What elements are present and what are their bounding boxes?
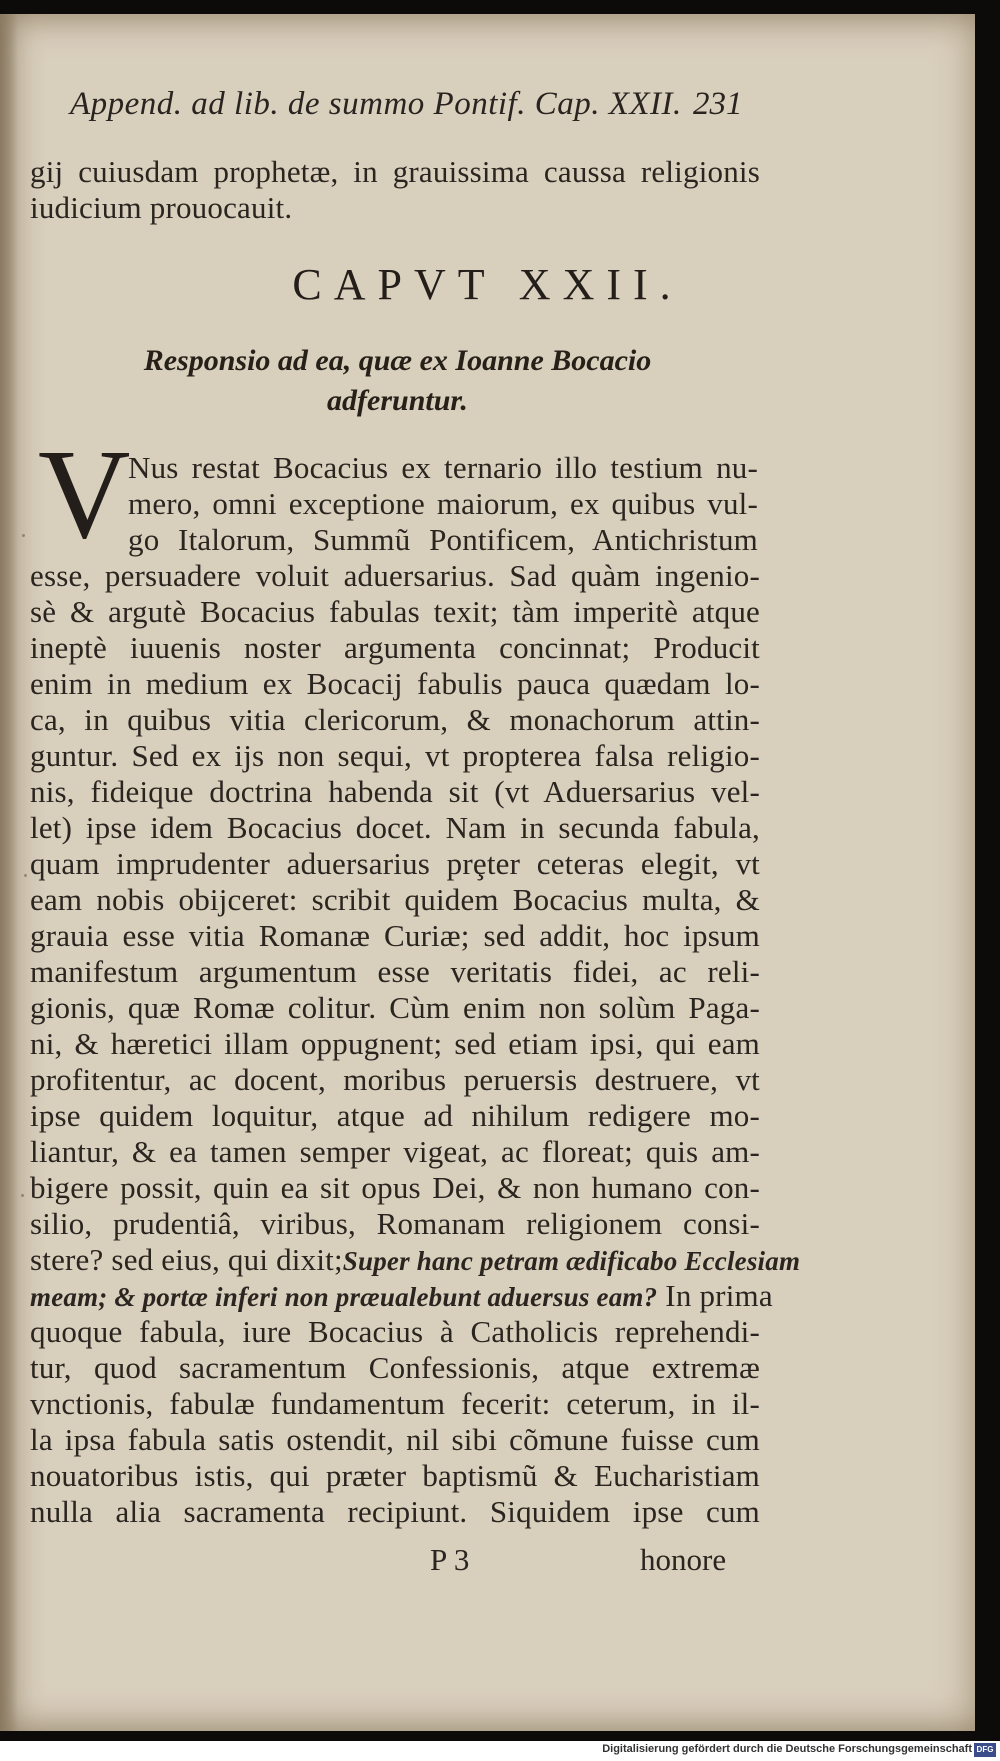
text-line: enim in medium ex Bocacij fabulis pauca quædam lo- [30, 666, 760, 701]
drop-capital: V [38, 423, 131, 565]
running-head: Append. ad lib. de summo Pontif. Cap. XXII. [70, 86, 682, 122]
text-line: iudicium prouocauit. [30, 190, 293, 225]
text-line: gij cuiusdam prophetæ, in grauissima caussa religionis [30, 154, 760, 189]
chapter-subtitle: Responsio ad ea, quæ ex Ioanne Bocacio [143, 344, 652, 377]
digitization-credit-bar [0, 1741, 1000, 1761]
text-line: nulla alia sacramenta recipiunt. Siquidem ipse cum [30, 1494, 760, 1529]
paper-speck [22, 534, 25, 537]
text-line: eam nobis obijceret: scribit quidem Bocacius multa, & [30, 882, 760, 917]
text-line: manifestum argumentum esse veritatis fidei, ac reli- [30, 954, 760, 989]
scripture-quote: meam; & portæ inferi non præualebunt aduersus eam? [30, 1282, 658, 1312]
page-number: 231 [693, 86, 743, 122]
text-line: silio, prudentiâ, viribus, Romanam religionem consi- [30, 1206, 760, 1241]
text-line: ineptè iuuenis noster argumenta concinnat; Producit [30, 630, 760, 665]
chapter-subtitle: adferuntur. [327, 384, 468, 417]
text-line: ipse quidem loquitur, atque ad nihilum redigere mo- [30, 1098, 760, 1133]
book-page [0, 14, 975, 1731]
text-line: la ipsa fabula satis ostendit, nil sibi cõmune fuisse cum [30, 1422, 760, 1457]
text-line: quam imprudenter aduersarius prȩter ceteras elegit, vt [30, 846, 760, 881]
text-line [30, 1278, 773, 1315]
paper-speck [21, 1194, 24, 1197]
text-line: quoque fabula, iure Bocacius à Catholicis reprehendi- [30, 1314, 760, 1349]
catchword: honore [640, 1542, 727, 1577]
text-line: sè & argutè Bocacius fabulas texit; tàm imperitè atque [30, 594, 760, 629]
text-line: let) ipse idem Bocacius docet. Nam in secunda fabula, [30, 810, 760, 845]
text-line: ca, in quibus vitia clericorum, & monachorum attin- [30, 702, 760, 737]
text-line: mero, omni exceptione maiorum, ex quibus vul- [128, 486, 758, 521]
paper-speck [24, 874, 27, 877]
text-line: Nus restat Bocacius ex ternario illo testium nu- [128, 450, 758, 485]
text-span: In prima [657, 1278, 773, 1313]
text-line: gionis, quæ Romæ colitur. Cùm enim non solùm Paga- [30, 990, 760, 1025]
text-line: liantur, & ea tamen semper vigeat, ac floreat; quis am- [30, 1134, 760, 1169]
text-line: profitentur, ac docent, moribus peruersis destruere, vt [30, 1062, 760, 1097]
chapter-title: CAPVT XXII. [292, 260, 683, 309]
text-line: grauia esse vitia Romanæ Curiæ; sed addit, hoc ipsum [30, 918, 760, 953]
text-line: nouatoribus istis, qui præter baptismũ & Eucharistiam [30, 1458, 760, 1493]
signature-mark: P 3 [430, 1542, 470, 1577]
text-line: go Italorum, Summũ Pontificem, Antichristum [128, 522, 758, 557]
scripture-quote: Super hanc petram ædificabo Ecclesiam [342, 1246, 801, 1276]
text-line: bigere possit, quin ea sit opus Dei, & non humano con- [30, 1170, 760, 1205]
digitization-credit: Digitalisierung gefördert durch die Deutsche Forschungsgemeinschaft [602, 1743, 972, 1755]
text-line: guntur. Sed ex ijs non sequi, vt propterea falsa religio- [30, 738, 760, 773]
text-line: esse, persuadere voluit aduersarius. Sad quàm ingenio- [30, 558, 760, 593]
text-line: vnctionis, fabulæ fundamentum fecerit: ceterum, in il- [30, 1386, 760, 1421]
text-line: tur, quod sacramentum Confessionis, atque extremæ [30, 1350, 760, 1385]
text-line [30, 1242, 801, 1279]
text-line: ni, & hæretici illam oppugnent; sed etiam ipsi, qui eam [30, 1026, 760, 1061]
text-line: nis, fideique doctrina habenda sit (vt Aduersarius vel- [30, 774, 760, 809]
text-span: stere? sed eius, qui dixit; [30, 1242, 343, 1277]
dfg-logo-icon: DFG [974, 1743, 996, 1757]
